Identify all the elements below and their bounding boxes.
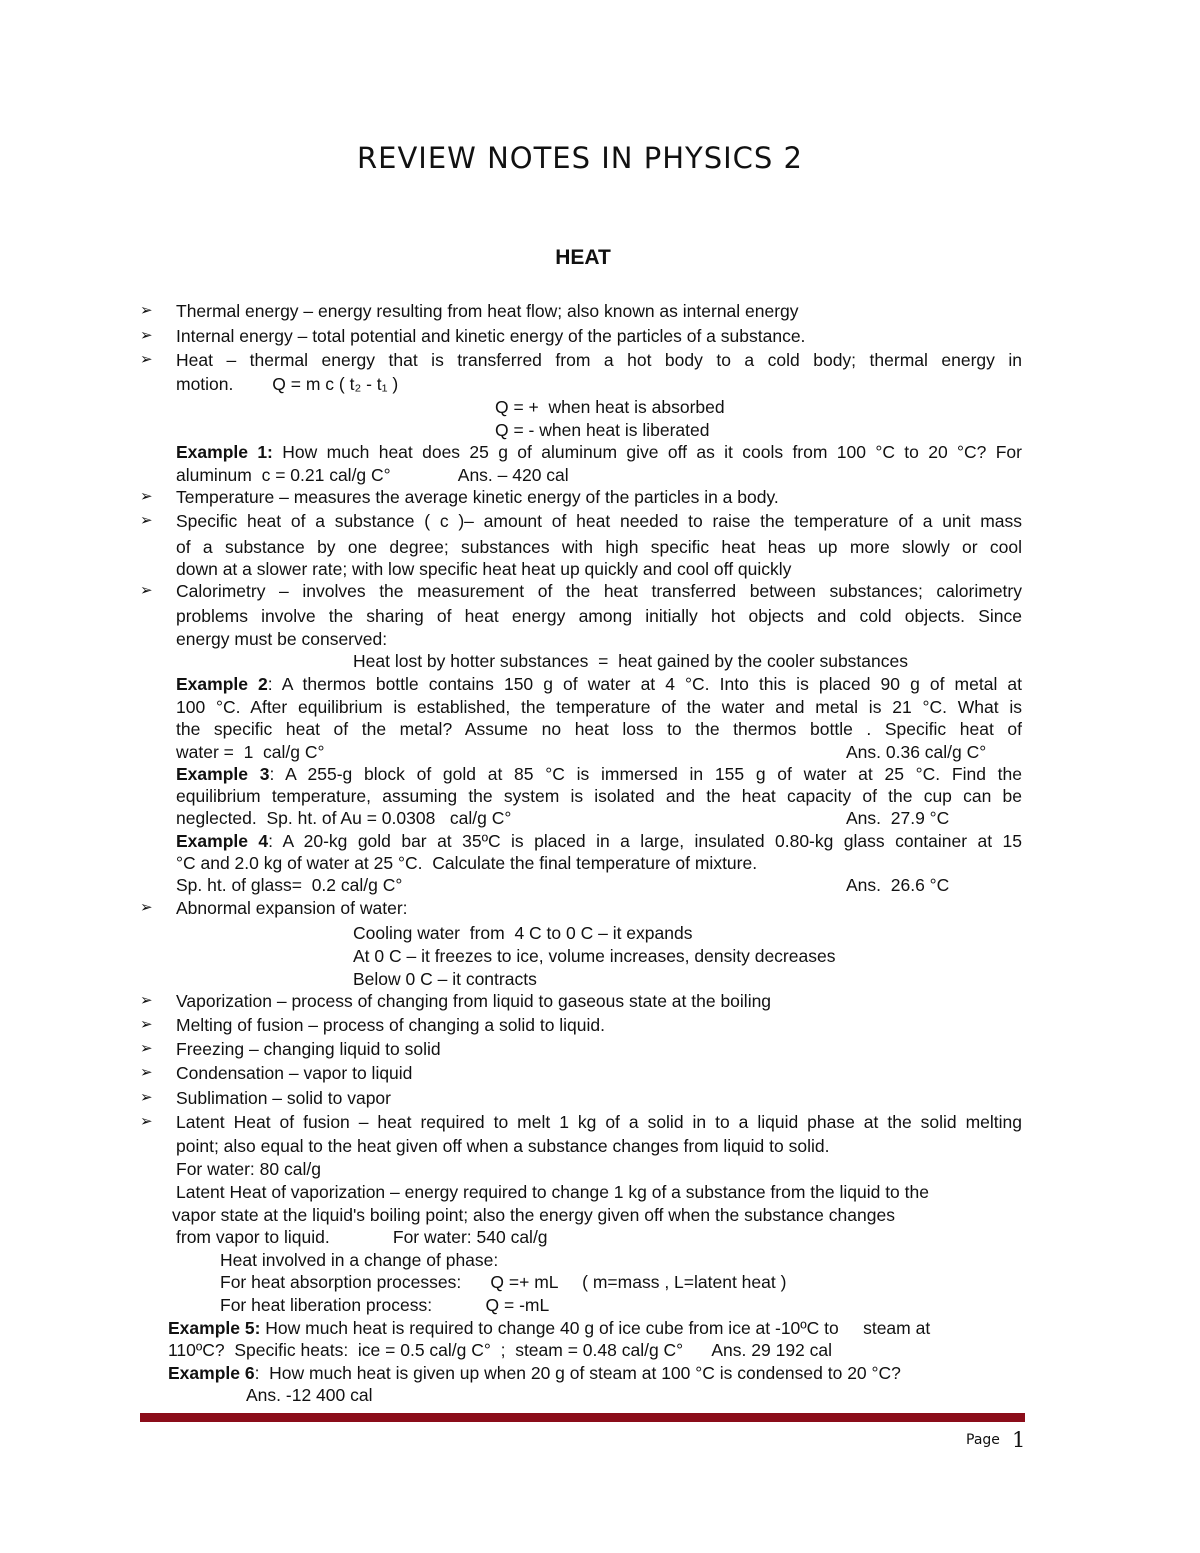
bullet-icon: ➢ — [140, 992, 153, 1009]
example-text: How much heat does 25 g of aluminum give off as it cools from 100 °C to 20 °C? For — [272, 442, 1022, 462]
note-freezes: At 0 C – it freezes to ice, volume increases, density decreases — [353, 946, 836, 966]
example-1-answer: aluminum c = 0.21 cal/g C° Ans. – 420 cal — [176, 465, 569, 485]
bullet-icon: ➢ — [140, 351, 153, 368]
example-3-cont: neglected. Sp. ht. of Au = 0.0308 cal/g C° — [176, 808, 512, 828]
bullet-icon: ➢ — [140, 1089, 153, 1106]
note-contracts: Below 0 C – it contracts — [353, 969, 537, 989]
example-label: Example 5: — [168, 1318, 261, 1338]
example-text: How much heat is required to change 40 g of ice cube from ice at -10ºC to steam at — [260, 1318, 931, 1338]
note-phase-change: Heat involved in a change of phase: — [220, 1250, 499, 1270]
example-3-cont: equilibrium temperature, assuming the system is isolated and the heat capacity of the cup can be — [176, 786, 1022, 806]
note-vaporization: Vaporization – process of changing from liquid to gaseous state at the boiling — [176, 991, 772, 1011]
example-label: Example 4 — [176, 831, 269, 851]
example-text: : A 20-kg gold bar at 35ºC is placed in a large, insulated 0.80-kg glass container at 15 — [268, 831, 1023, 851]
example-2-cont: 100 °C. After equilibrium is established, the temperature of the water and metal is 21 °C. What is — [176, 697, 1022, 717]
example-6-answer: Ans. -12 400 cal — [246, 1385, 373, 1405]
example-4-cont: Sp. ht. of glass= 0.2 cal/g C° — [176, 875, 403, 895]
note-internal-energy: Internal energy – total potential and kinetic energy of the particles of a substance. — [176, 326, 806, 346]
bullet-icon: ➢ — [140, 1040, 153, 1057]
note-condensation: Condensation – vapor to liquid — [176, 1063, 413, 1083]
note-thermal-energy: Thermal energy – energy resulting from heat flow; also known as internal energy — [176, 301, 799, 321]
note-heat-formula: motion. Q = m c ( t₂ - t₁ ) — [176, 374, 399, 394]
note-melting: Melting of fusion – process of changing a solid to liquid. — [176, 1015, 606, 1035]
example-2 — [176, 673, 1022, 695]
bullet-icon: ➢ — [140, 1016, 153, 1033]
note-latent-vaporization: Latent Heat of vaporization – energy required to change 1 kg of a substance from the liquid to the — [176, 1182, 929, 1202]
example-3-answer: Ans. 27.9 °C — [846, 808, 950, 828]
page-title: REVIEW NOTES IN PHYSICS 2 — [356, 141, 804, 175]
note-sublimation: Sublimation – solid to vapor — [176, 1088, 391, 1108]
bullet-icon: ➢ — [140, 327, 153, 344]
example-5-cont: 110ºC? Specific heats: ice = 0.5 cal/g C° ; steam = 0.48 cal/g C° Ans. 29 192 cal — [168, 1340, 833, 1360]
example-6 — [168, 1362, 901, 1384]
note-water-fusion: For water: 80 cal/g — [176, 1159, 321, 1179]
bullet-icon: ➢ — [140, 1113, 153, 1130]
bullet-icon: ➢ — [140, 899, 153, 916]
note-absorption: For heat absorption processes: Q =+ mL ( m=mass , L=latent heat ) — [220, 1272, 787, 1292]
example-label: Example 6 — [168, 1363, 255, 1383]
note-heat-balance: Heat lost by hotter substances = heat gained by the cooler substances — [353, 651, 908, 671]
note-specific-heat: Specific heat of a substance ( c )– amount of heat needed to raise the temperature of a unit mass — [176, 511, 1022, 531]
note-liberation: For heat liberation process: Q = -mL — [220, 1295, 550, 1315]
note-specific-heat-cont: of a substance by one degree; substances with high specific heat heas up more slowly or cool — [176, 537, 1022, 557]
page-label: Page — [966, 1432, 1000, 1448]
note-calorimetry-cont: energy must be conserved: — [176, 629, 388, 649]
note-freezing: Freezing – changing liquid to solid — [176, 1039, 441, 1059]
example-text: : A thermos bottle contains 150 g of water at 4 °C. Into this is placed 90 g of metal at — [267, 674, 1022, 694]
example-1 — [176, 441, 1022, 463]
example-2-answer: Ans. 0.36 cal/g C° — [846, 742, 987, 762]
example-4 — [176, 830, 1022, 852]
example-label: Example 2 — [176, 674, 268, 694]
bullet-icon: ➢ — [140, 1064, 153, 1081]
example-label: Example 3 — [176, 764, 270, 784]
note-heat-absorbed: Q = + when heat is absorbed — [495, 397, 725, 417]
bullet-icon: ➢ — [140, 488, 153, 505]
example-label: Example 1: — [176, 442, 273, 462]
example-2-cont: the specific heat of the metal? Assume no heat loss to the thermos bottle . Specific heat of — [176, 719, 1022, 739]
example-5 — [168, 1317, 930, 1339]
note-heat: Heat – thermal energy that is transferred from a hot body to a cold body; thermal energy in — [176, 350, 1022, 370]
example-3 — [176, 763, 1022, 785]
note-calorimetry: Calorimetry – involves the measurement of the heat transferred between substances; calorimetry — [176, 581, 1022, 601]
example-text: : A 255-g block of gold at 85 °C is immersed in 155 g of water at 25 °C. Find the — [269, 764, 1022, 784]
example-4-cont: °C and 2.0 kg of water at 25 °C. Calculate the final temperature of mixture. — [176, 853, 758, 873]
bullet-icon: ➢ — [140, 582, 153, 599]
example-4-answer: Ans. 26.6 °C — [846, 875, 950, 895]
note-latent-fusion: Latent Heat of fusion – heat required to melt 1 kg of a solid in to a liquid phase at the solid melting — [176, 1112, 1022, 1132]
note-specific-heat-cont: down at a slower rate; with low specific heat heat up quickly and cool off quickly — [176, 559, 792, 579]
bullet-icon: ➢ — [140, 512, 153, 529]
note-heat-liberated: Q = - when heat is liberated — [495, 420, 710, 440]
section-heading-heat: HEAT — [555, 246, 611, 269]
note-cooling-water: Cooling water from 4 C to 0 C – it expands — [353, 923, 693, 943]
page-number: 1 — [1012, 1428, 1026, 1452]
note-abnormal-expansion: Abnormal expansion of water: — [176, 898, 408, 918]
note-latent-vaporization-cont: vapor state at the liquid's boiling point; also the energy given off when the substance changes — [172, 1205, 895, 1225]
note-latent-fusion-cont: point; also equal to the heat given off when a substance changes from liquid to solid. — [176, 1136, 830, 1156]
note-temperature: Temperature – measures the average kinetic energy of the particles in a body. — [176, 487, 779, 507]
example-text: : How much heat is given up when 20 g of steam at 100 °C is condensed to 20 °C? — [254, 1363, 901, 1383]
footer-divider — [140, 1413, 1025, 1422]
bullet-icon: ➢ — [140, 302, 153, 319]
note-calorimetry-cont: problems involve the sharing of heat energy among initially hot objects and cold objects. Since — [176, 606, 1022, 626]
note-water-vaporization: from vapor to liquid. For water: 540 cal/g — [176, 1227, 548, 1247]
example-2-cont: water = 1 cal/g C° — [176, 742, 325, 762]
